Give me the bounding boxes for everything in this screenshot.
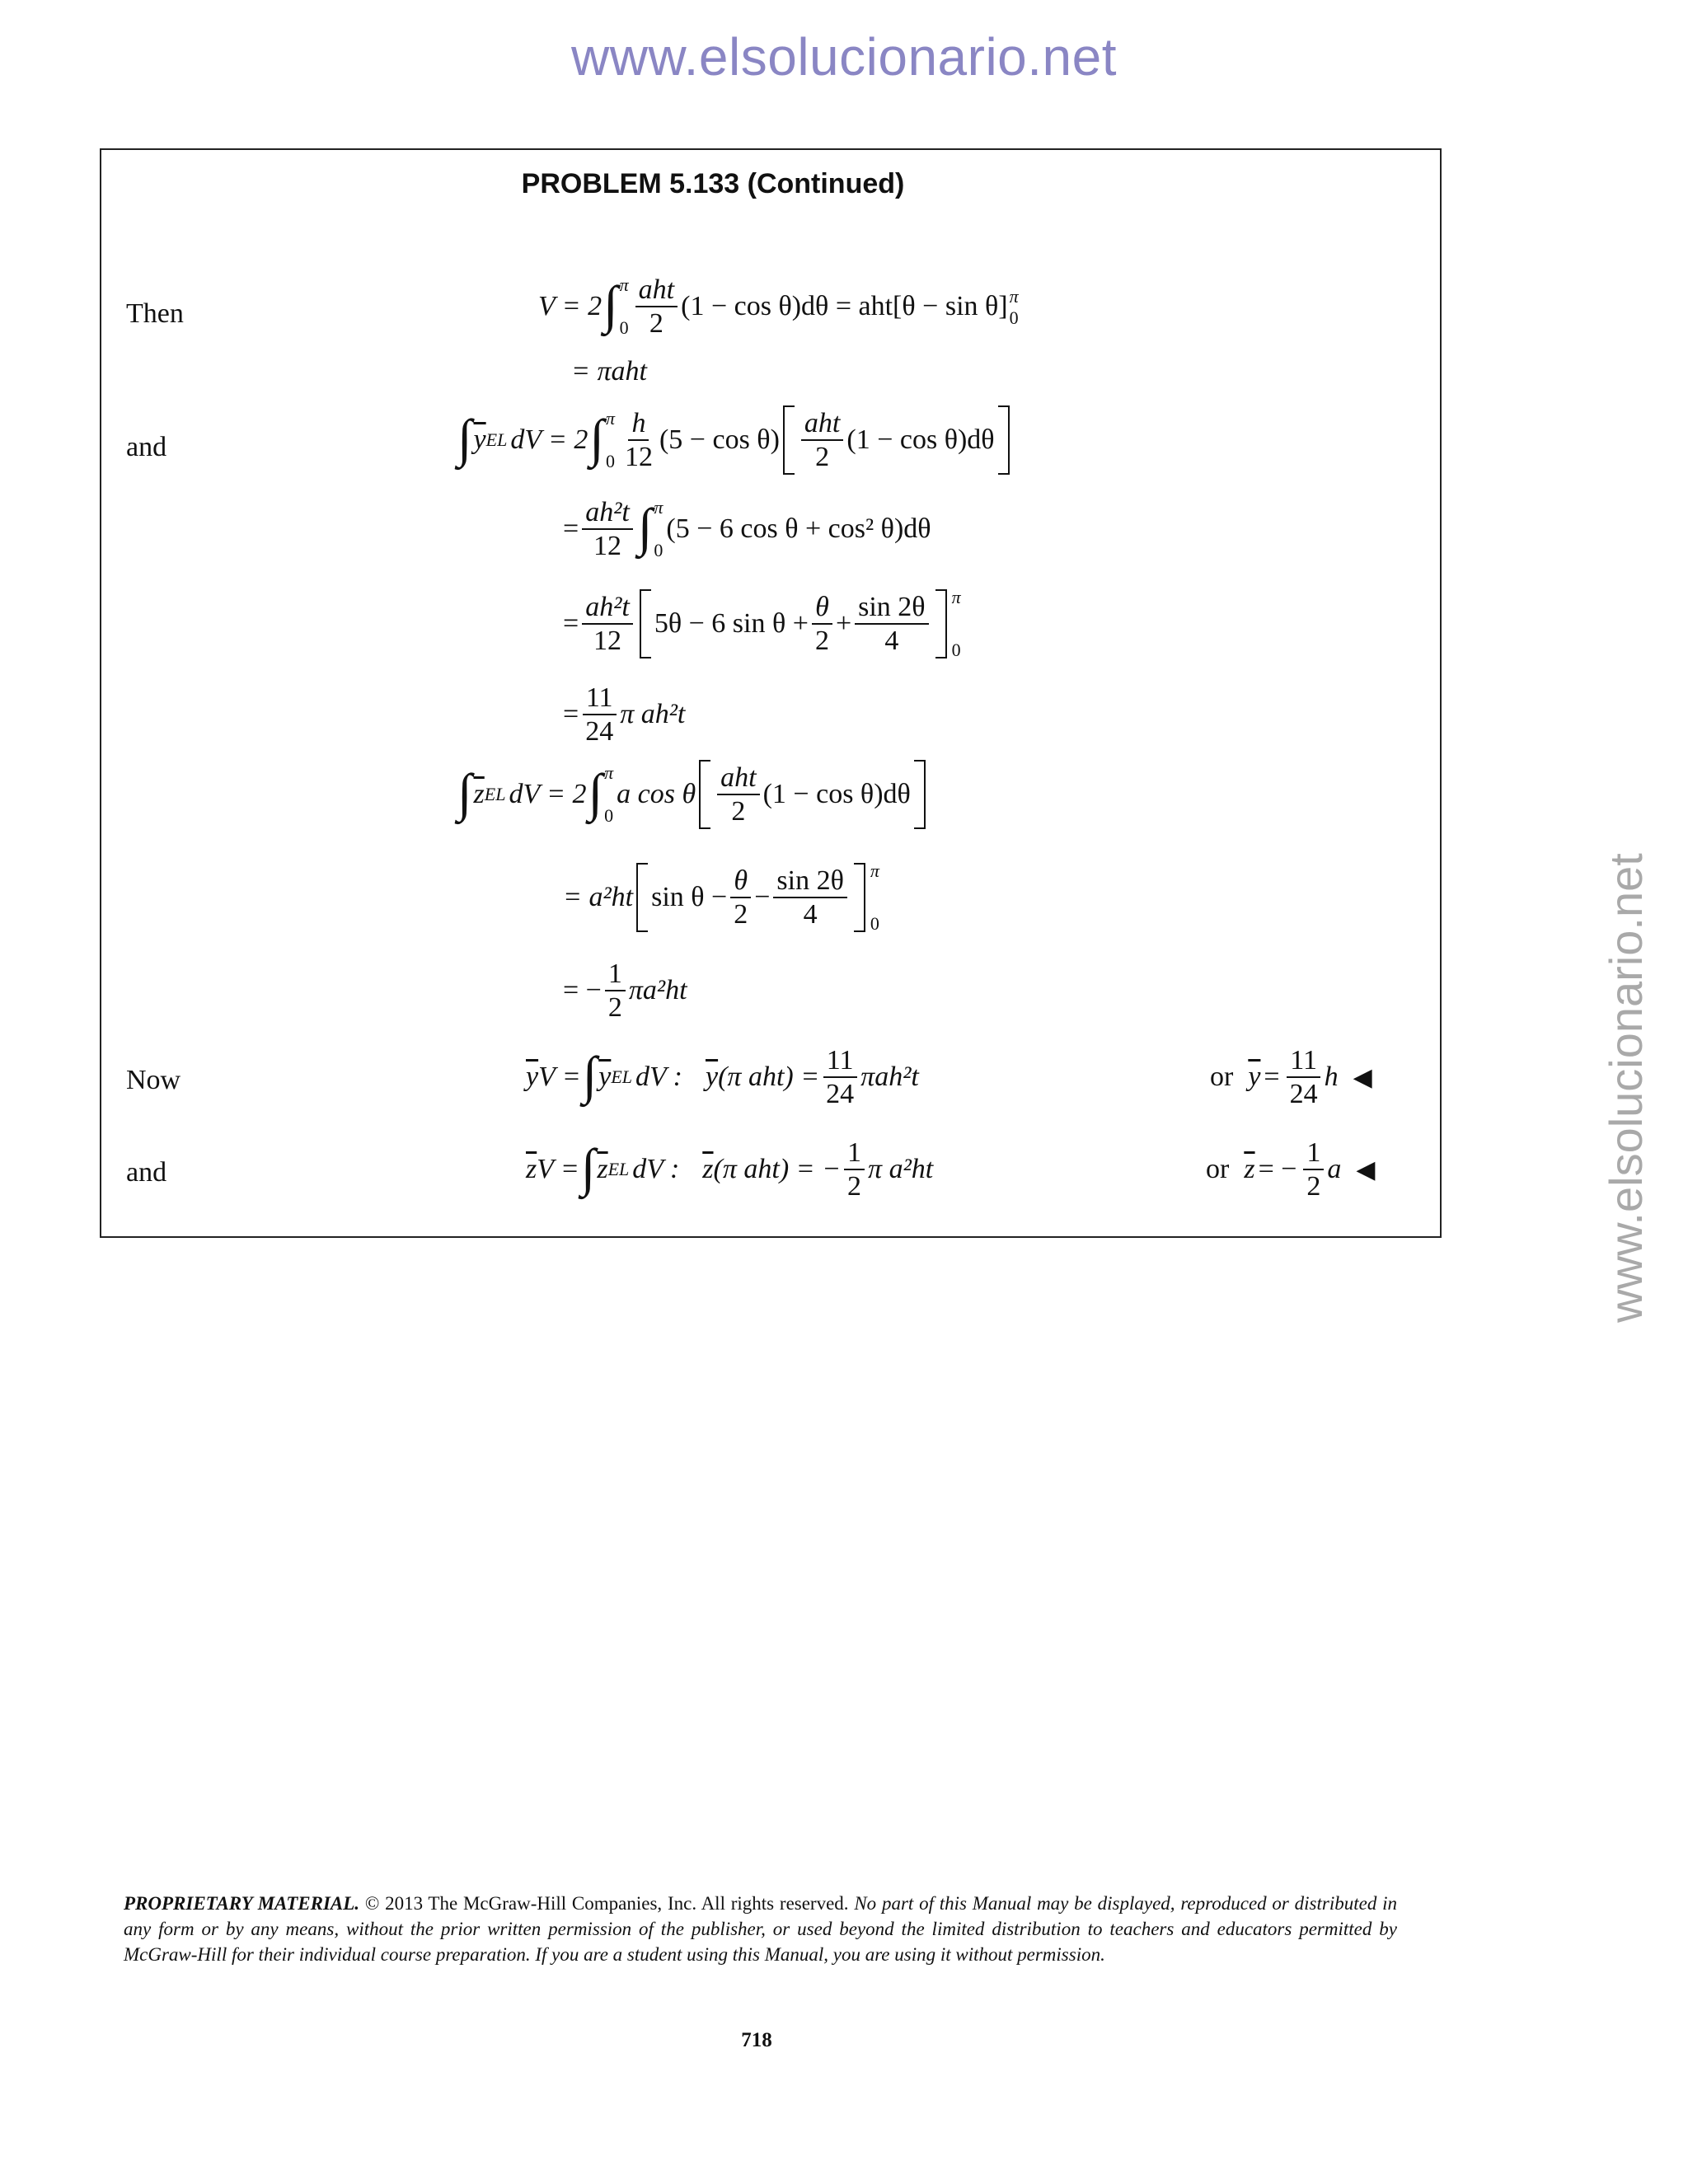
eq-text: = a²ht — [563, 882, 634, 912]
numerator: ah²t — [582, 591, 633, 625]
or-text: or — [1206, 1154, 1230, 1185]
subscript: EL — [484, 784, 506, 804]
equation-y-integral — [456, 405, 1013, 475]
watermark-side: www.elsolucionario.net — [1600, 853, 1652, 1323]
denominator: 12 — [593, 531, 621, 562]
eq-text: (π aht) = — [718, 1062, 820, 1093]
integral-sign: ∫ — [457, 409, 472, 467]
fraction — [823, 1044, 857, 1110]
answer-marker-icon: ◀ — [1356, 1155, 1376, 1183]
fraction — [844, 1137, 865, 1202]
denominator: 2 — [1306, 1171, 1321, 1202]
eq-text: (1 − cos θ)dθ — [762, 779, 911, 809]
integral-limits — [606, 408, 615, 472]
fraction — [1303, 1137, 1324, 1202]
result-variable: h — [1324, 1062, 1339, 1093]
eq-text: πah²t — [860, 1062, 919, 1093]
lower-limit: 0 — [605, 451, 615, 471]
upper-limit: π — [1009, 286, 1019, 307]
fraction — [582, 496, 633, 562]
numerator: aht — [635, 274, 678, 307]
eq-text: (1 − cos θ)dθ = aht[θ − sin θ] — [681, 291, 1008, 322]
denominator: 24 — [1289, 1079, 1318, 1110]
numerator: sin 2θ — [773, 865, 846, 898]
bracket — [854, 863, 865, 932]
answer-marker-icon: ◀ — [1353, 1063, 1372, 1091]
y-bar: $\overline{y}$ — [526, 1062, 539, 1093]
eq-text: 5θ − 6 sin θ + — [654, 608, 809, 639]
integral-limits — [604, 762, 613, 827]
lower-limit: 0 — [1009, 307, 1019, 329]
equals: = — [563, 608, 579, 639]
eq-text: V = — [537, 1154, 579, 1185]
problem-title: PROBLEM 5.133 (Continued) — [521, 168, 905, 199]
y-bar: $\overline{y}$ — [473, 424, 486, 455]
bracket — [699, 760, 710, 829]
lower-limit: 0 — [619, 317, 629, 339]
fraction — [605, 958, 626, 1024]
integral-sign: ∫ — [582, 1046, 598, 1105]
subscript: EL — [485, 429, 508, 450]
bracket — [998, 405, 1010, 475]
eq-text: dV : — [635, 1062, 682, 1093]
footer-italic: No part of this Manual may be displayed, reproduced or distributed in any form or by any means, without the prior written permission of the publisher, or used beyond the limited distribution to teachers and educators permitted by McGraw-Hill for their individual course preparation. If you are a student using this Manual, you are using it without permission. — [124, 1893, 1397, 1966]
equation-volume-result — [571, 356, 647, 387]
eq-text: V = 2 — [538, 291, 603, 322]
label-now: Now — [126, 1065, 181, 1095]
eq-text: (1 − cos θ)dθ — [846, 424, 995, 455]
subscript: EL — [611, 1066, 633, 1088]
integral-sign: ∫ — [637, 498, 653, 557]
bracket — [935, 589, 947, 658]
z-bar: $\overline{z}$ — [526, 1154, 537, 1185]
equation-z-line3 — [563, 958, 687, 1024]
equation-y-line2 — [563, 496, 931, 562]
eq-text: dV = 2 — [509, 779, 587, 809]
denominator: 12 — [624, 442, 653, 472]
z-bar: $\overline{z}$ — [473, 779, 485, 809]
eq-text: (π aht) = − — [713, 1154, 842, 1185]
upper-limit: π — [619, 274, 629, 296]
fraction — [855, 591, 928, 657]
fraction — [582, 682, 617, 748]
integral-sign: ∫ — [580, 1138, 596, 1197]
footer-bold: PROPRIETARY MATERIAL. — [124, 1893, 360, 1914]
equation-z-integral — [456, 760, 929, 829]
fraction — [773, 865, 846, 930]
equation-now-z — [526, 1137, 933, 1202]
numerator: sin 2θ — [855, 591, 928, 625]
z-bar: $\overline{z}$ — [597, 1154, 608, 1185]
equals: = — [1264, 1062, 1280, 1093]
equation-z-line2: = a²ht sin θ − $\frac{\theta}{2}$ − $\frac{\sin 2\theta}{4}$ π 0 — [563, 860, 879, 934]
integral-sign: ∫ — [589, 409, 604, 467]
eq-text: dV : — [632, 1154, 680, 1185]
watermark-top: www.elsolucionario.net — [571, 27, 1117, 87]
upper-limit: π — [604, 762, 614, 783]
fraction — [621, 407, 656, 473]
eq-text: a cos θ — [617, 779, 696, 809]
upper-limit: π — [654, 497, 663, 518]
denominator: 4 — [803, 899, 818, 930]
upper-limit: π — [605, 408, 615, 429]
eval-limits — [1010, 286, 1019, 327]
problem-box — [100, 148, 1442, 1238]
numerator: 11 — [823, 1044, 857, 1078]
denominator: 2 — [649, 308, 663, 340]
lower-limit: 0 — [604, 805, 614, 826]
equals: = — [563, 513, 579, 545]
numerator: 11 — [583, 682, 617, 715]
upper-limit: π — [951, 587, 961, 607]
integral-sign: ∫ — [457, 763, 472, 822]
y-bar: $\overline{y}$ — [1248, 1062, 1261, 1093]
numerator: θ — [812, 591, 832, 625]
denominator: 24 — [585, 716, 614, 748]
fraction — [582, 591, 633, 657]
eq-text: (5 − cos θ) — [659, 424, 780, 455]
denominator: 2 — [814, 626, 829, 656]
label-and: and — [126, 432, 167, 462]
eq-text: dV = 2 — [510, 424, 588, 455]
eq-text: = πaht — [571, 356, 647, 387]
y-bar: $\overline{y}$ — [706, 1062, 719, 1093]
numerator: aht — [801, 407, 843, 441]
bracket — [636, 863, 648, 932]
result-variable: a — [1327, 1154, 1342, 1185]
fraction — [812, 591, 832, 657]
denominator: 2 — [734, 899, 748, 930]
numerator: ah²t — [582, 496, 633, 530]
eq-text: (5 − 6 cos θ + cos² θ)dθ — [666, 513, 931, 545]
label-and: and — [126, 1157, 167, 1188]
fraction — [635, 274, 678, 340]
numerator: θ — [730, 865, 751, 898]
footer-normal: © 2013 The McGraw-Hill Companies, Inc. All rights reserved. — [359, 1893, 849, 1914]
bracket — [914, 760, 926, 829]
denominator: 2 — [815, 442, 830, 472]
label-then: Then — [126, 298, 184, 329]
eq-text: π ah²t — [620, 699, 686, 730]
integral-sign: ∫ — [603, 275, 618, 335]
denominator: 2 — [731, 796, 746, 827]
integral-limits — [620, 274, 629, 339]
equation-volume — [538, 274, 1019, 340]
eval-limits — [952, 587, 961, 661]
equation-y-line3: = $\frac{\text{ah²t}}{12}$ 5θ − 6 sin θ + $\frac{\theta}{2}$ + $\frac{\sin 2\theta}{4}$ π 0 — [563, 587, 961, 660]
denominator: 4 — [884, 626, 899, 656]
numerator: h — [628, 407, 649, 441]
denominator: 2 — [847, 1171, 862, 1202]
numerator: 1 — [844, 1137, 865, 1170]
eq-text: V = — [538, 1062, 581, 1093]
equals: = − — [1258, 1154, 1297, 1185]
equation-y-line4 — [563, 682, 685, 748]
or-text: or — [1210, 1062, 1234, 1093]
fraction — [730, 865, 751, 930]
numerator: 11 — [1287, 1044, 1320, 1078]
subscript: EL — [607, 1159, 630, 1180]
numerator: 1 — [1303, 1137, 1324, 1170]
integral-sign: ∫ — [588, 763, 603, 822]
equation-now-y — [526, 1044, 919, 1110]
eq-text: sin θ − — [651, 882, 728, 912]
equals: = — [563, 699, 579, 730]
lower-limit: 0 — [654, 540, 663, 561]
z-bar: $\overline{z}$ — [702, 1154, 714, 1185]
lower-limit: 0 — [951, 640, 961, 660]
denominator: 2 — [607, 992, 622, 1024]
copyright-footer — [124, 1891, 1397, 1967]
z-bar: $\overline{z}$ — [1244, 1154, 1255, 1185]
fraction — [801, 407, 843, 473]
equals: = − — [563, 975, 602, 1006]
denominator: 24 — [826, 1079, 855, 1110]
numerator: aht — [717, 762, 759, 795]
bracket — [640, 589, 651, 658]
lower-limit: 0 — [870, 913, 879, 934]
y-bar: $\overline{y}$ — [598, 1062, 612, 1093]
fraction — [717, 762, 759, 827]
result-z-bar — [1206, 1137, 1376, 1202]
eq-text: π a²ht — [868, 1154, 934, 1185]
numerator: 1 — [605, 958, 626, 991]
result-y-bar — [1210, 1044, 1372, 1110]
fraction — [1287, 1044, 1321, 1110]
denominator: 12 — [593, 626, 621, 656]
integral-limits — [654, 497, 663, 561]
bracket — [783, 405, 795, 475]
page-number: 718 — [741, 2029, 772, 2051]
eval-limits — [870, 860, 879, 935]
upper-limit: π — [870, 860, 879, 881]
eq-text: πa²ht — [628, 975, 687, 1006]
